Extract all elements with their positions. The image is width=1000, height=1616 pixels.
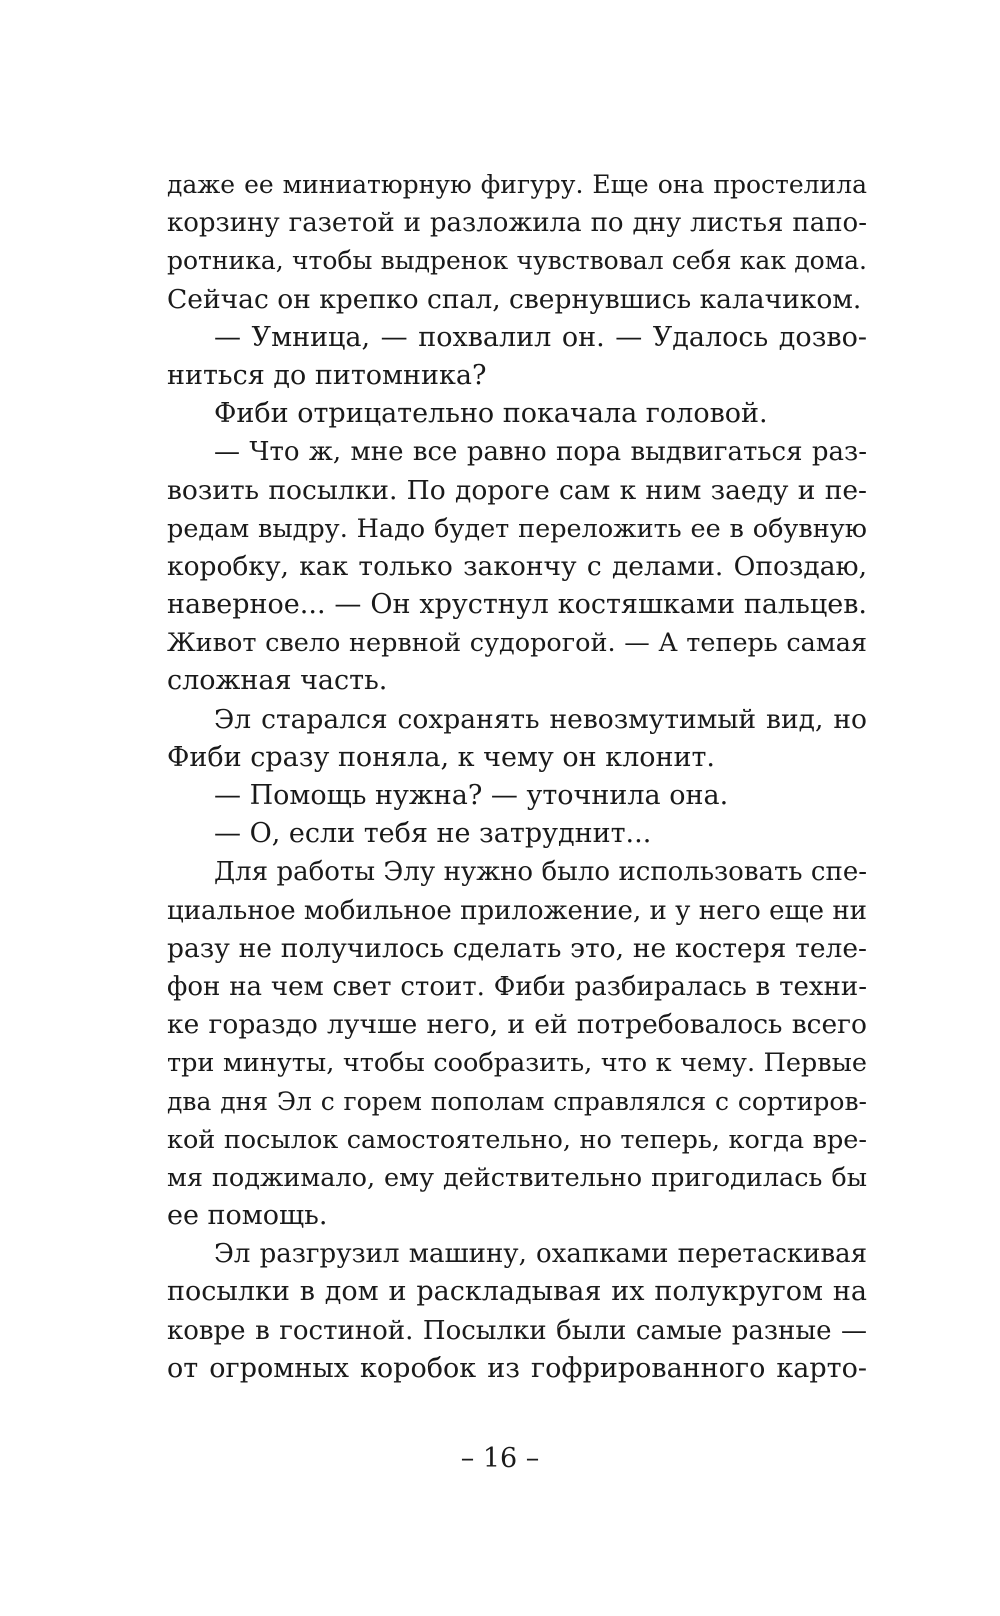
text-line: коробку, как только закончу с делами. Опоздаю, [167,550,867,582]
text-line: посылки в дом и раскладывая их полукругом на [167,1276,867,1308]
text-line: Фиби отрицательно покачала головой. [214,398,768,430]
page-number: – 16 – [460,1443,540,1474]
text-line: даже ее миниатюрную фигуру. Еще она простелила [167,170,867,199]
text-line: Живот свело нервной судорогой. — А теперь самая [167,628,867,659]
text-line: циальное мобильное приложение, и у него еще ни [167,895,867,926]
text-line: Для работы Элу нужно было использовать спе- [214,857,867,888]
text-line: ниться до питомника? [167,359,487,391]
text-line: ротника, чтобы выдренок чувствовал себя как дома. [167,246,867,276]
text-line: — Помощь нужна? — уточнила она. [214,780,729,811]
text-line: редам выдру. Надо будет переложить ее в обувную [167,513,867,544]
text-line: два дня Эл с горем пополам справлялся с сортиров- [167,1086,867,1116]
text-line: фон на чем свет стоит. Фиби разбиралась в техни- [167,971,867,1002]
text-line: Эл старался сохранять невозмутимый вид, но [214,703,867,735]
text-line: — О, если тебя не затруднит... [214,818,652,850]
text-line: ее помощь. [167,1200,328,1232]
body-text [167,166,867,1388]
text-line: Сейчас он крепко спал, свернувшись калачиком. [167,283,862,315]
text-line: наверное... — Он хрустнул костяшками пальцев. [167,589,867,621]
text-line: корзину газетой и разложила по дну листья папо- [167,208,867,239]
text-line: мя поджимало, ему действительно пригодилась бы [167,1162,867,1193]
text-line: — Что ж, мне все равно пора выдвигаться раз- [214,437,867,468]
text-line: ковре в гостиной. Посылки были самые разные — [167,1315,867,1346]
text-line: ке гораздо лучше него, и ей потребовалось всего [167,1009,867,1041]
text-line: сложная часть. [167,665,388,697]
text-line: три минуты, чтобы сообразить, что к чему. Первые [167,1048,867,1079]
text-line: кой посылок самостоятельно, но теперь, когда вре- [167,1124,867,1155]
text-line: Эл разгрузил машину, охапками перетаскивая [214,1239,867,1270]
text-line: — Умница, — похвалил он. — Удалось дозво- [214,321,867,353]
text-line: возить посылки. По дороге сам к ним заеду и пе- [167,474,867,506]
text-line: разу не получилось сделать это, не костеря теле- [167,932,867,964]
text-line: от огромных коробок из гофрированного карто- [167,1352,867,1384]
text-line: Фиби сразу поняла, к чему он клонит. [167,741,716,773]
